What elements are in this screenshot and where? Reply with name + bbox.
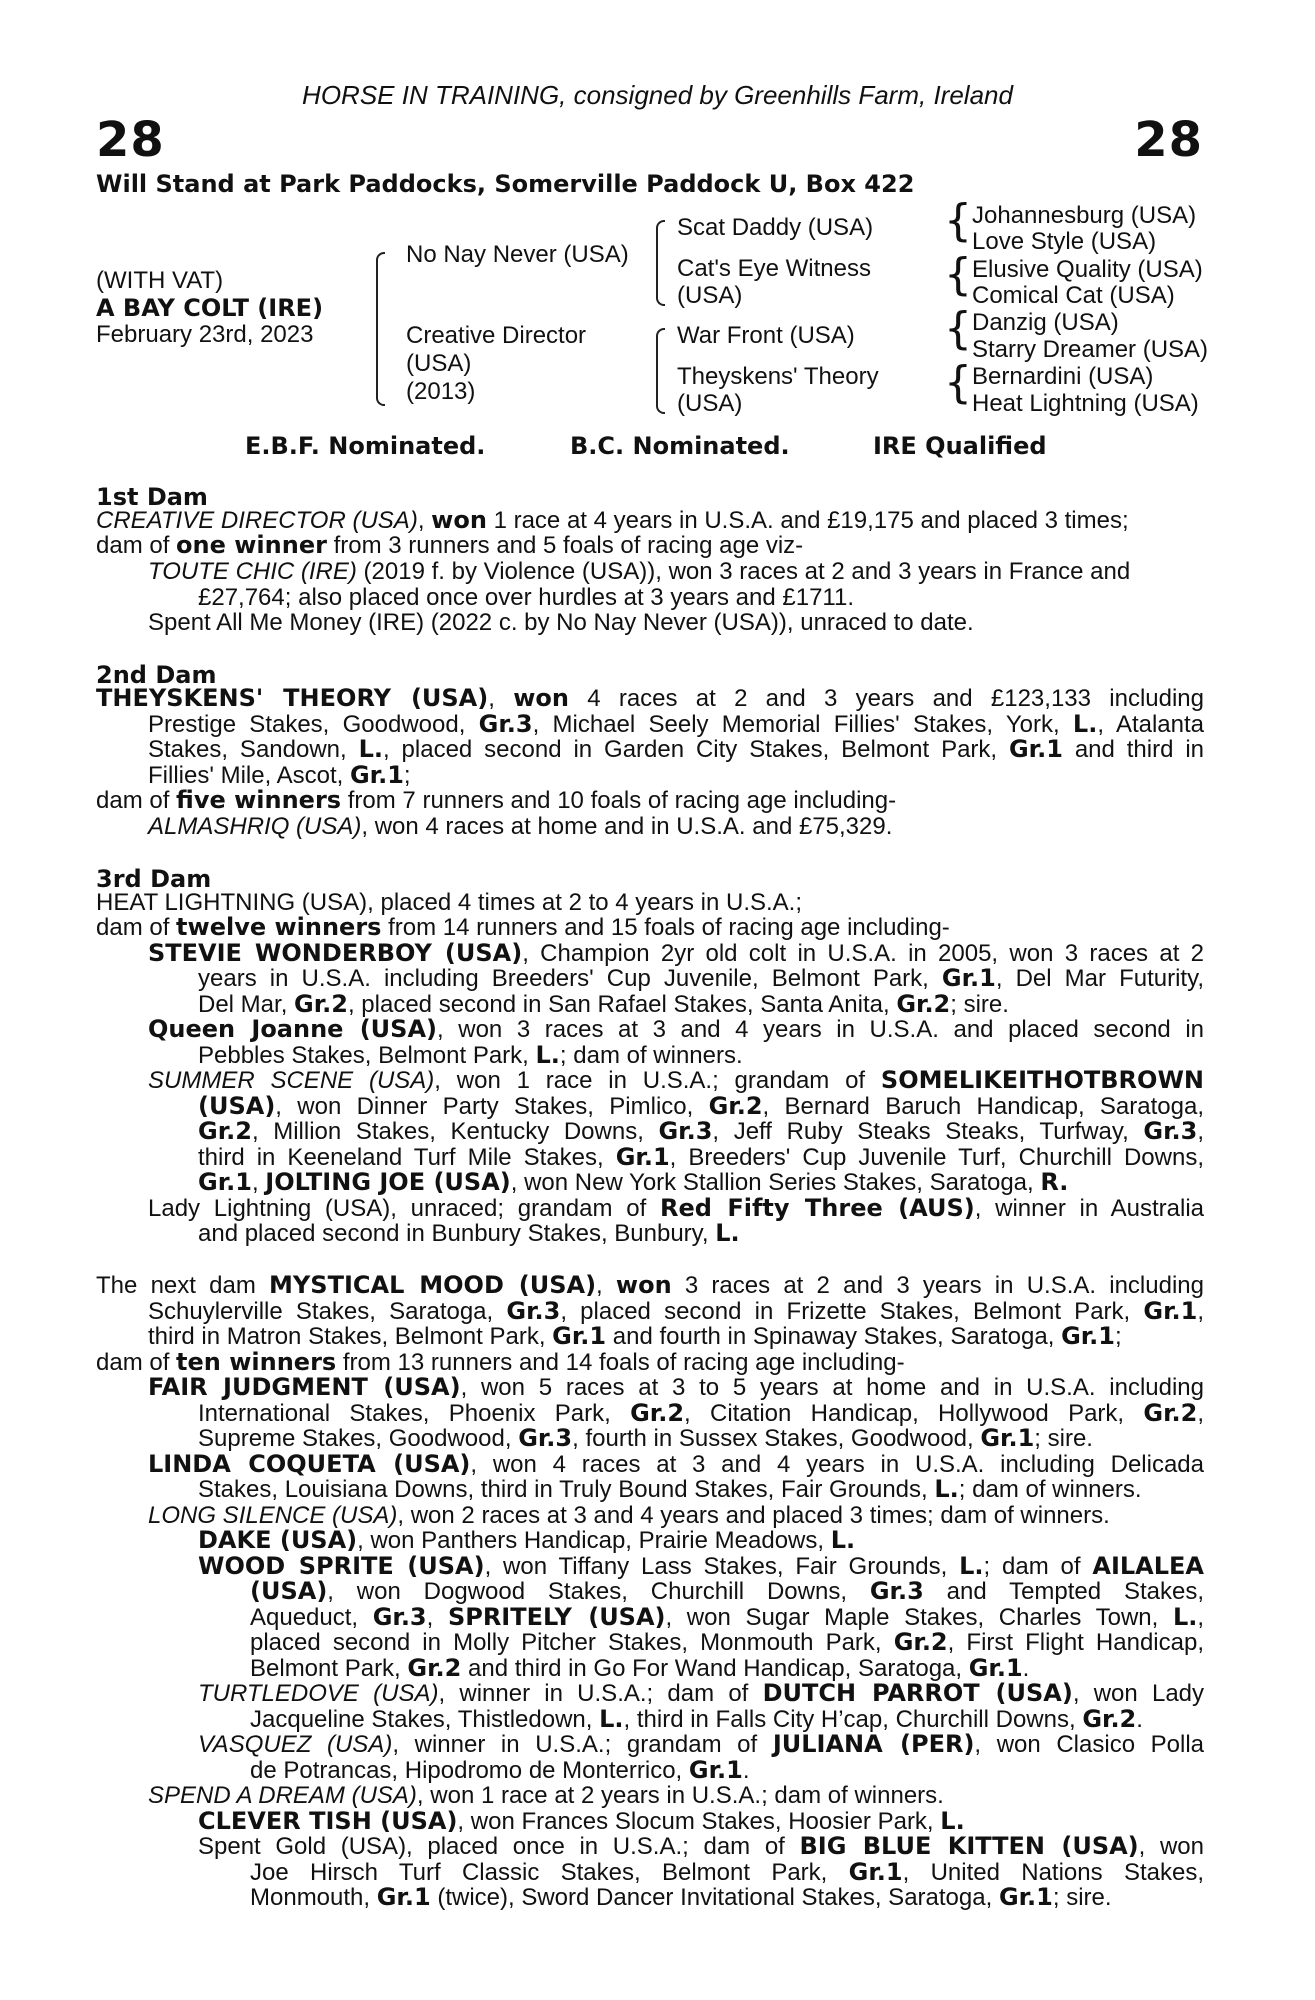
bold-text: five winners	[176, 786, 342, 814]
third-dam-line	[198, 1043, 743, 1069]
first-dam-line	[96, 533, 803, 559]
bold-text: Gr.3	[869, 1577, 924, 1605]
next-dam-line	[250, 1630, 1204, 1656]
bold-text: CLEVER TISH (USA)	[198, 1807, 458, 1835]
pedigree-bracket-dam	[656, 328, 665, 414]
bold-text: L.	[599, 1705, 624, 1733]
next-dam-line	[250, 1579, 1204, 1605]
bold-text: Gr.3	[1143, 1117, 1198, 1145]
next-dam-line	[198, 1528, 855, 1554]
next-dam-line	[198, 1834, 1204, 1860]
pedigree-dsd: Starry Dreamer (USA)	[972, 336, 1209, 363]
next-dam-line	[198, 1426, 1093, 1452]
text-segment: , placed second in San Rafael Stakes, Santa Anita,	[347, 991, 897, 1018]
bold-text: BIG BLUE KITTEN (USA)	[799, 1832, 1139, 1860]
italic-text: TURTLEDOVE (USA)	[198, 1680, 439, 1707]
bold-text: Gr.2	[1143, 1399, 1198, 1427]
pedigree-bracket-gen1	[376, 252, 385, 406]
text-segment: ,	[1197, 1400, 1204, 1427]
third-dam-line	[198, 992, 1009, 1018]
next-dam-line	[96, 1273, 1204, 1299]
ebf-nomination: E.B.F. Nominated.	[245, 432, 486, 460]
text-segment: Pebbles Stakes, Belmont Park,	[198, 1042, 536, 1069]
next-dam-line	[250, 1707, 1143, 1733]
third-dam-line	[198, 1170, 1068, 1196]
text-segment: ; dam of	[983, 1553, 1093, 1580]
text-segment: Lady Lightning (USA), unraced; grandam of	[148, 1195, 660, 1222]
italic-text: TOUTE CHIC (IRE)	[148, 558, 357, 585]
bold-text: R.	[1040, 1168, 1069, 1196]
text-segment: Del Mar,	[198, 991, 295, 1018]
text-segment: Monmouth,	[250, 1884, 377, 1911]
text-segment: , won	[1138, 1833, 1205, 1860]
bold-text: Gr.1	[615, 1143, 670, 1171]
text-segment: , won Dinner Party Stakes, Pimlico,	[275, 1093, 709, 1120]
bold-text: (USA)	[198, 1092, 276, 1120]
bold-text: WOOD SPRITE (USA)	[198, 1552, 485, 1580]
text-segment: , Bernard Baruch Handicap, Saratoga,	[762, 1093, 1204, 1120]
text-segment: , winner in U.S.A.; dam of	[438, 1680, 763, 1707]
text-segment: Belmont Park,	[250, 1655, 408, 1682]
next-dam-line	[198, 1732, 1204, 1758]
text-segment: The next dam	[96, 1272, 270, 1299]
text-segment: International Stakes, Phoenix Park,	[198, 1400, 631, 1427]
text-segment: , Atalanta	[1097, 711, 1205, 738]
horse-name: A BAY COLT (IRE)	[96, 294, 324, 322]
text-segment: ,	[426, 1604, 448, 1631]
first-dam-line	[148, 559, 1130, 585]
text-segment: dam of	[96, 1349, 177, 1376]
bold-text: Queen Joanne (USA)	[148, 1015, 437, 1043]
pedigree-brace-3: {	[944, 303, 972, 354]
text-segment: , won 3 races at 3 and 4 years in U.S.A. and placed second in	[437, 1016, 1205, 1043]
text-segment: , won Tiffany Lass Stakes, Fair Grounds,	[484, 1553, 960, 1580]
text-segment: Fillies' Mile, Ascot,	[148, 762, 350, 789]
next-dam-line	[148, 1503, 1110, 1529]
first-dam-line	[198, 585, 854, 611]
bold-text: Gr.1	[1008, 735, 1063, 763]
bold-text: L.	[959, 1552, 984, 1580]
text-segment: years in U.S.A. including Breeders' Cup Juvenile, Belmont Park,	[198, 965, 942, 992]
second-dam-heading: 2nd Dam	[96, 661, 217, 689]
bold-text: SPRITELY (USA)	[447, 1603, 666, 1631]
bold-text: DAKE (USA)	[198, 1526, 358, 1554]
bold-text: Gr.1	[376, 1883, 431, 1911]
bold-text: L.	[1172, 1603, 1198, 1631]
bold-text: Gr.3	[658, 1117, 713, 1145]
catalogue-header: HORSE IN TRAINING, consigned by Greenhills Farm, Ireland	[302, 80, 1013, 110]
text-segment: dam of	[96, 532, 177, 559]
text-segment: third in Matron Stakes, Belmont Park,	[148, 1323, 553, 1350]
pedigree-dam-line1: Creative Director	[406, 322, 587, 349]
bold-text: won	[615, 1271, 672, 1299]
bold-text: L.	[940, 1807, 965, 1835]
next-dam-line	[148, 1783, 944, 1809]
bold-text: Red Fifty Three (AUS)	[659, 1194, 975, 1222]
bold-text: Gr.3	[518, 1424, 573, 1452]
next-dam-line	[198, 1477, 1142, 1503]
text-segment: ,	[1197, 1118, 1204, 1145]
text-segment: from 14 runners and 15 foals of racing age including-	[381, 914, 950, 941]
pedigree-sire: No Nay Never (USA)	[406, 241, 629, 268]
third-dam-line	[148, 1068, 1204, 1094]
bold-text: twelve winners	[176, 913, 382, 941]
bold-text: DUTCH PARROT (USA)	[762, 1679, 1073, 1707]
pedigree-dam-line2: (USA)	[406, 350, 472, 377]
text-segment: Stakes, Louisiana Downs, third in Truly Bound Stakes, Fair Grounds,	[198, 1476, 935, 1503]
pedigree-ddd: Heat Lightning (USA)	[972, 390, 1199, 417]
bold-text: won	[431, 506, 487, 534]
pedigree-sds: Elusive Quality (USA)	[972, 256, 1203, 283]
bold-text: L.	[1072, 710, 1098, 738]
text-segment: £27,764; also placed once over hurdles at 3 years and £1711.	[198, 584, 855, 611]
third-dam-line	[198, 1221, 740, 1247]
text-segment: dam of	[96, 914, 177, 941]
text-segment: ; dam of winners.	[559, 1042, 743, 1069]
text-segment: and third in Go For Wand Handicap, Saratoga,	[461, 1655, 969, 1682]
text-segment: , won 1 race in U.S.A.; grandam of	[434, 1067, 881, 1094]
text-segment: de Potrancas, Hipodromo de Monterrico,	[250, 1757, 689, 1784]
bold-text: AILALEA	[1092, 1552, 1205, 1580]
text-segment: and placed second in Bunbury Stakes, Bunbury,	[198, 1220, 716, 1247]
ire-qualification: IRE Qualified	[873, 432, 1047, 460]
text-segment: , fourth in Sussex Stakes, Goodwood,	[572, 1425, 981, 1452]
text-segment: placed second in Molly Pitcher Stakes, Monmouth Park,	[250, 1629, 894, 1656]
bold-text: MYSTICAL MOOD (USA)	[269, 1271, 597, 1299]
next-dam-line	[148, 1324, 1122, 1350]
bold-text: won	[513, 684, 569, 712]
text-segment: ;	[403, 762, 411, 789]
pedigree-ssd: Love Style (USA)	[972, 228, 1157, 255]
text-segment: from 7 runners and 10 foals of racing age including-	[341, 787, 897, 814]
text-segment: (twice), Sword Dancer Invitational Stakes, Saratoga,	[430, 1884, 999, 1911]
pedigree-sire-dam-line2: (USA)	[677, 282, 743, 309]
next-dam-line	[250, 1656, 1029, 1682]
next-dam-line	[250, 1605, 1204, 1631]
second-dam-line	[96, 686, 1204, 712]
text-segment: , won Sugar Maple Stakes, Charles Town,	[665, 1604, 1173, 1631]
third-dam-line	[198, 966, 1204, 992]
pedigree-dam-line3: (2013)	[406, 378, 476, 405]
bold-text: L.	[934, 1475, 959, 1503]
next-dam-line	[250, 1860, 1204, 1886]
text-segment: , won 1 race at 2 years in U.S.A.; dam of winners.	[416, 1782, 944, 1809]
text-segment: 1 race at 4 years in U.S.A. and £19,175 and placed 3 times;	[486, 507, 1129, 534]
text-segment: , won 4 races at 3 and 4 years in U.S.A. including Delicada	[470, 1451, 1205, 1478]
text-segment: HEAT LIGHTNING (USA), placed 4 times at 2 to 4 years in U.S.A.;	[96, 889, 803, 916]
text-segment: , won New York Stallion Series Stakes, Saratoga,	[510, 1169, 1041, 1196]
next-dam-line	[250, 1758, 750, 1784]
lot-number-left: 28	[96, 112, 165, 168]
text-segment: (2019 f. by Violence (USA)), won 3 races at 2 and 3 years in France and	[356, 558, 1131, 585]
bold-text: Gr.2	[893, 1628, 948, 1656]
text-segment: , United Nations Stakes,	[902, 1859, 1204, 1886]
pedigree-brace-4: {	[944, 357, 972, 408]
next-dam-line	[198, 1401, 1204, 1427]
pedigree-bracket-sire	[656, 220, 665, 306]
pedigree-sire-sire: Scat Daddy (USA)	[677, 214, 874, 241]
text-segment: , Jeff Ruby Steaks Steaks, Turfway,	[712, 1118, 1144, 1145]
text-segment: , Champion 2yr old colt in U.S.A. in 2005, won 3 races at 2	[522, 940, 1205, 967]
bold-text: Gr.1	[980, 1424, 1035, 1452]
text-segment: ;	[1115, 1323, 1122, 1350]
pedigree-dam-sire: War Front (USA)	[677, 322, 855, 349]
bold-text: L.	[535, 1041, 560, 1069]
first-dam-line	[96, 508, 1129, 534]
italic-text: CREATIVE DIRECTOR (USA)	[96, 507, 418, 534]
italic-text: ALMASHRIQ (USA)	[148, 813, 362, 840]
text-segment: ; sire.	[950, 991, 1009, 1018]
bold-text: Gr.3	[506, 1297, 561, 1325]
text-segment: , won Frances Slocum Stakes, Hoosier Park,	[457, 1808, 941, 1835]
text-segment: and third in	[1062, 736, 1205, 763]
bold-text: Gr.2	[630, 1399, 685, 1427]
bold-text: Gr.1	[848, 1858, 903, 1886]
third-dam-line	[96, 890, 802, 916]
second-dam-line	[148, 814, 892, 840]
third-dam-line	[198, 1119, 1204, 1145]
foaling-date: February 23rd, 2023	[96, 321, 314, 348]
bold-text: JOLTING JOE (USA)	[265, 1168, 511, 1196]
stand-location: Will Stand at Park Paddocks, Somerville Paddock U, Box 422	[96, 170, 915, 198]
second-dam-line	[148, 712, 1204, 738]
text-segment: 3 races at 2 and 3 years in U.S.A. including	[671, 1272, 1204, 1299]
bold-text: Gr.2	[1082, 1705, 1137, 1733]
text-segment: , winner in U.S.A.; grandam of	[392, 1731, 773, 1758]
bold-text: Gr.1	[968, 1654, 1023, 1682]
bold-text: JULIANA (PER)	[772, 1730, 975, 1758]
text-segment: dam of	[96, 787, 177, 814]
text-segment: , won 5 races at 3 to 5 years at home and in U.S.A. including	[460, 1374, 1204, 1401]
text-segment: ,	[417, 507, 432, 534]
third-dam-line	[148, 1017, 1204, 1043]
pedigree-brace-1: {	[944, 195, 972, 246]
text-segment: ,	[596, 1272, 616, 1299]
text-segment: , Del Mar Futurity,	[995, 965, 1204, 992]
bold-text: Gr.2	[896, 990, 951, 1018]
second-dam-line	[148, 737, 1204, 763]
italic-text: LONG SILENCE (USA)	[148, 1502, 398, 1529]
bold-text: THEYSKENS' THEORY (USA)	[96, 684, 489, 712]
text-segment: Spent Gold (USA), placed once in U.S.A.; dam of	[198, 1833, 800, 1860]
text-segment: , won Clasico Polla	[974, 1731, 1205, 1758]
bold-text: L.	[358, 735, 383, 763]
bold-text: Gr.2	[407, 1654, 462, 1682]
text-segment: Schuylerville Stakes, Saratoga,	[148, 1298, 507, 1325]
bold-text: Gr.1	[198, 1168, 252, 1196]
bold-text: Gr.1	[349, 761, 404, 789]
text-segment: ,	[251, 1169, 266, 1196]
text-segment: .	[1022, 1655, 1030, 1682]
bold-text: Gr.2	[708, 1092, 763, 1120]
text-segment: , placed second in Garden City Stakes, Belmont Park,	[383, 736, 1009, 763]
text-segment: , third in Falls City H’cap, Churchill Downs,	[623, 1706, 1083, 1733]
bold-text: L.	[830, 1526, 856, 1554]
text-segment: ; sire.	[1052, 1884, 1112, 1911]
pedigree-dss: Danzig (USA)	[972, 309, 1119, 336]
text-segment: .	[1136, 1706, 1143, 1733]
bold-text: STEVIE WONDERBOY (USA)	[148, 939, 523, 967]
third-dam-line	[198, 1094, 1204, 1120]
text-segment: 4 races at 2 and 3 years and £123,133 including	[568, 685, 1204, 712]
text-segment: , won Panthers Handicap, Prairie Meadows,	[357, 1527, 831, 1554]
next-dam-line	[148, 1452, 1204, 1478]
text-segment: , won Dogwood Stakes, Churchill Downs,	[327, 1578, 870, 1605]
italic-text: SUMMER SCENE (USA)	[148, 1067, 435, 1094]
text-segment: , Michael Seely Memorial Fillies' Stakes, York,	[532, 711, 1073, 738]
text-segment: , Breeders' Cup Juvenile Turf, Churchill Downs,	[669, 1144, 1204, 1171]
first-dam-line	[148, 610, 974, 636]
next-dam-line	[198, 1554, 1204, 1580]
bold-text: Gr.3	[478, 710, 533, 738]
bold-text: Gr.1	[1143, 1297, 1198, 1325]
text-segment: ; dam of winners.	[958, 1476, 1142, 1503]
bold-text: ten winners	[176, 1348, 337, 1376]
pedigree-sss: Johannesburg (USA)	[972, 202, 1197, 229]
text-segment: , Citation Handicap, Hollywood Park,	[684, 1400, 1144, 1427]
text-segment: Joe Hirsch Turf Classic Stakes, Belmont Park,	[250, 1859, 849, 1886]
pedigree-dds: Bernardini (USA)	[972, 363, 1154, 390]
text-segment: third in Keeneland Turf Mile Stakes,	[198, 1144, 616, 1171]
next-dam-line	[148, 1299, 1204, 1325]
text-segment: ,	[1197, 1604, 1205, 1631]
next-dam-line	[148, 1375, 1204, 1401]
text-segment: , won Lady	[1072, 1680, 1205, 1707]
text-segment: , Million Stakes, Kentucky Downs,	[251, 1118, 659, 1145]
bc-nomination: B.C. Nominated.	[570, 432, 790, 460]
next-dam-line	[96, 1350, 905, 1376]
bold-text: SOMELIKEITHOTBROWN	[880, 1066, 1204, 1094]
next-dam-line	[250, 1885, 1112, 1911]
next-dam-line	[198, 1809, 965, 1835]
text-segment: and Tempted Stakes,	[923, 1578, 1204, 1605]
text-segment: ; sire.	[1034, 1425, 1093, 1452]
text-segment: Aqueduct,	[250, 1604, 373, 1631]
text-segment: Prestige Stakes, Goodwood,	[148, 711, 479, 738]
second-dam-line	[96, 788, 896, 814]
bold-text: LINDA COQUETA (USA)	[148, 1450, 471, 1478]
first-dam-heading: 1st Dam	[96, 483, 208, 511]
pedigree-sdd: Comical Cat (USA)	[972, 282, 1175, 309]
third-dam-line	[148, 941, 1204, 967]
vat-label: (WITH VAT)	[96, 267, 224, 294]
text-segment: from 3 runners and 5 foals of racing age viz-	[326, 532, 804, 559]
text-segment: , winner in Australia	[974, 1195, 1205, 1222]
bold-text: Gr.1	[941, 964, 996, 992]
third-dam-line	[96, 915, 950, 941]
bold-text: L.	[715, 1219, 740, 1247]
bold-text: Gr.1	[1061, 1322, 1115, 1350]
pedigree-dam-dam-line2: (USA)	[677, 390, 743, 417]
bold-text: Gr.2	[294, 990, 348, 1018]
text-segment: ,	[1197, 1298, 1204, 1325]
text-segment: , placed second in Frizette Stakes, Belmont Park,	[560, 1298, 1144, 1325]
bold-text: Gr.1	[688, 1756, 743, 1784]
pedigree-sire-dam-line1: Cat's Eye Witness	[677, 255, 871, 282]
text-segment: , won 2 races at 3 and 4 years and placed 3 times; dam of winners.	[397, 1502, 1110, 1529]
bold-text: (USA)	[250, 1577, 328, 1605]
text-segment: .	[742, 1757, 750, 1784]
pedigree-dam-dam-line1: Theyskens' Theory	[677, 363, 879, 390]
lot-number-right: 28	[1134, 112, 1203, 168]
italic-text: VASQUEZ (USA)	[198, 1731, 393, 1758]
text-segment: Stakes, Sandown,	[148, 736, 359, 763]
third-dam-line	[198, 1145, 1204, 1171]
text-segment: Spent All Me Money (IRE) (2022 c. by No Nay Never (USA)), unraced to date.	[148, 609, 974, 636]
bold-text: Gr.1	[998, 1883, 1053, 1911]
text-segment: Jacqueline Stakes, Thistledown,	[250, 1706, 600, 1733]
text-segment: and fourth in Spinaway Stakes, Saratoga,	[606, 1323, 1062, 1350]
text-segment: ,	[488, 685, 514, 712]
text-segment: Supreme Stakes, Goodwood,	[198, 1425, 519, 1452]
bold-text: Gr.2	[198, 1117, 252, 1145]
bold-text: Gr.3	[372, 1603, 427, 1631]
third-dam-line	[148, 1196, 1204, 1222]
bold-text: one winner	[176, 531, 327, 559]
second-dam-line	[148, 763, 411, 789]
pedigree-brace-2: {	[944, 249, 972, 300]
next-dam-line	[198, 1681, 1204, 1707]
third-dam-heading: 3rd Dam	[96, 865, 212, 893]
text-segment: , First Flight Handicap,	[947, 1629, 1205, 1656]
bold-text: Gr.1	[552, 1322, 607, 1350]
text-segment: , won 4 races at home and in U.S.A. and £75,329.	[361, 813, 893, 840]
text-segment: from 13 runners and 14 foals of racing age including-	[336, 1349, 905, 1376]
bold-text: FAIR JUDGMENT (USA)	[148, 1373, 461, 1401]
italic-text: SPEND A DREAM (USA)	[148, 1782, 417, 1809]
